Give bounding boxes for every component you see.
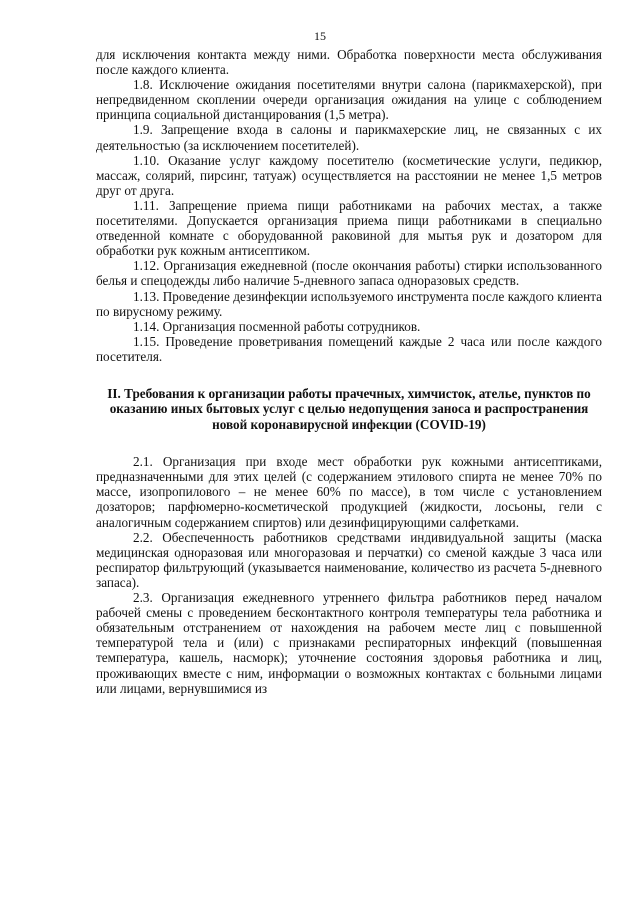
paragraph-1-15: 1.15. Проведение проветривания помещений каждые 2 часа или после каждого посетителя. bbox=[96, 333, 602, 364]
section-heading: II. Требования к организации работы прачечных, химчисток, ателье, пунктов по оказанию иных бытовых услуг с целью недопущения заноса и распространения новой коронавирусной инфекции (COVID-19) bbox=[107, 385, 591, 432]
paragraph-1-13: 1.13. Проведение дезинфекции используемого инструмента после каждого клиента по вирусному режиму. bbox=[96, 288, 602, 319]
paragraph-2-2: 2.2. Обеспеченность работников средствами индивидуальной защиты (маска медицинская одноразовая или многоразовая и перчатки) со сменой каждые 3 часа или респиратор фильтрующий (указывается наименование, количество из расчета 5-дневного запаса). bbox=[96, 529, 602, 590]
paragraph-2-1: 2.1. Организация при входе мест обработки рук кожными антисептиками, предназначенными для этих целей (с содержанием этилового спирта не менее 70% по массе, изопропилового – не менее 60% по массе), в том числе с установлением дозаторов; парфюмерно-косметической продукцией (жидкости, лосьоны, гели с аналогичным содержанием спиртов) или дезинфицирующими салфетками. bbox=[96, 454, 602, 530]
document-body bbox=[96, 47, 602, 696]
paragraph-1-14: 1.14. Организация посменной работы сотрудников. bbox=[133, 318, 421, 334]
page-number: 15 bbox=[314, 29, 326, 43]
paragraph-1-9: 1.9. Запрещение входа в салоны и парикмахерские лиц, не связанных с их деятельностью (за исключением посетителей). bbox=[96, 122, 602, 153]
paragraph-1-10: 1.10. Оказание услуг каждому посетителю (косметические услуги, педикюр, массаж, солярий, пирсинг, татуаж) осуществляется на расстоянии не менее 1,5 метров друг от друга. bbox=[96, 152, 602, 198]
paragraph-1-12: 1.12. Организация ежедневной (после окончания работы) стирки использованного белья и спецодежды либо наличие 5-дневного запаса одноразовых средств. bbox=[96, 258, 602, 289]
paragraph-1-8: 1.8. Исключение ожидания посетителями внутри салона (парикмахерской), при непредвиденном скоплении очереди организация ожидания на улице с соблюдением принципа социальной дистанцирования (1,5 метра). bbox=[96, 77, 602, 123]
paragraph-1-11: 1.11. Запрещение приема пищи работниками на рабочих местах, а также посетителями. Допускается организация приема пищи работниками в специально отведенной комнате с оборудованной раковиной для мытья рук и дозатором для обработки рук кожным антисептиком. bbox=[96, 197, 602, 259]
paragraph-continuation: для исключения контакта между ними. Обработка поверхности места обслуживания после каждого клиента. bbox=[96, 47, 602, 78]
paragraph-2-3: 2.3. Организация ежедневного утреннего фильтра работников перед началом рабочей смены с проведением бесконтактного контроля температуры тела работника и обязательным отстранением от нахождения на рабочем месте лиц с повышенной температурой тела и (или) с признаками респираторных инфекций (повышенная температура, кашель, насморк); уточнение состояния здоровья работника и лиц, проживающих вместе с ним, информации о возможных контактах с больными лицами или лицами, вернувшимися из bbox=[96, 590, 602, 696]
